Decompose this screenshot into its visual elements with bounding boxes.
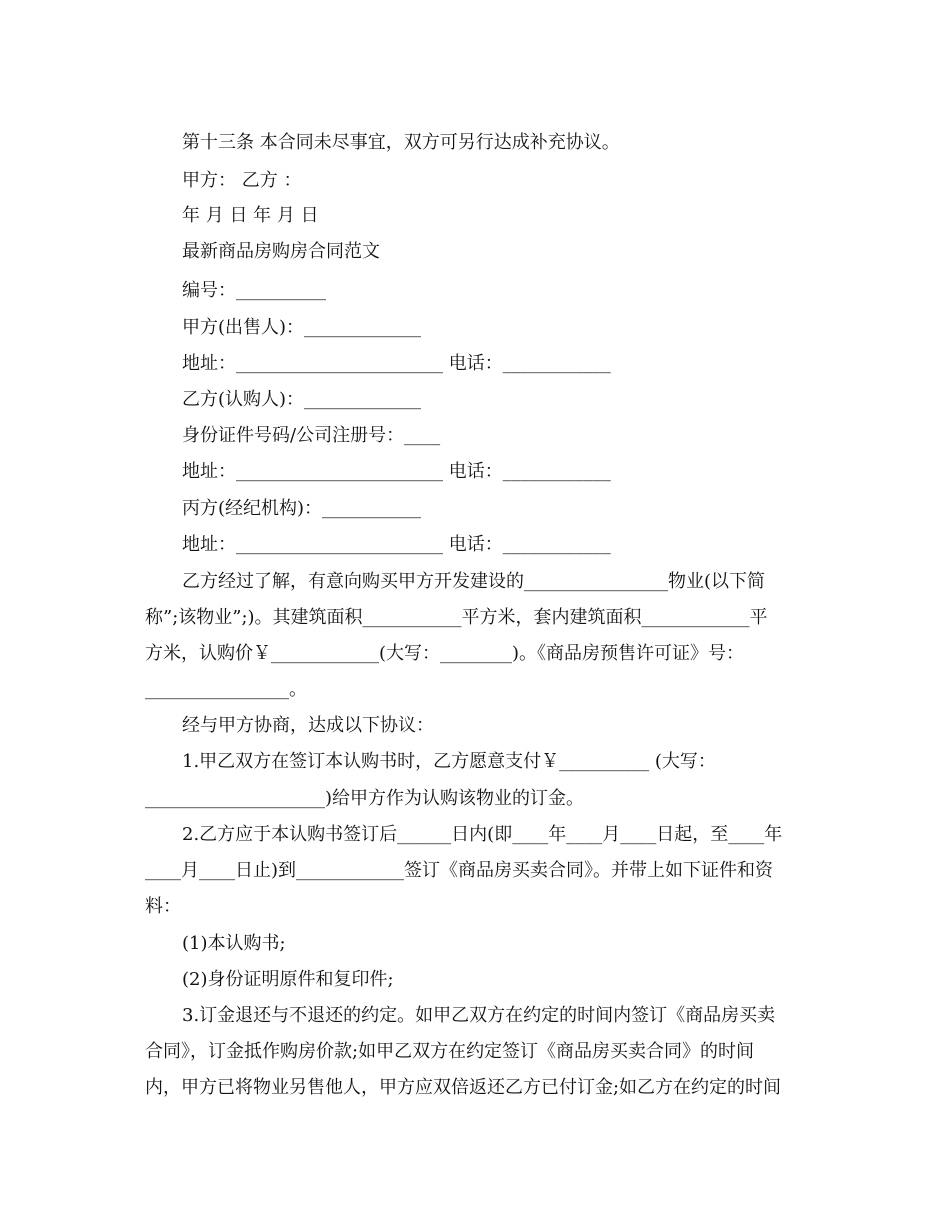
- seller-field: 甲方(出售人)：_____________: [182, 317, 422, 338]
- clause-3-line-1: 3.订金退还与不退还的约定。如甲乙双方在约定的时间内签订《商品房买卖: [182, 1005, 776, 1026]
- property-intro-line-4: ________________。: [145, 679, 307, 700]
- property-intro-line-3: 方米，认购价￥____________(大写：________)。《商品房预售许可证》号：: [145, 643, 745, 664]
- buyer-field: 乙方(认购人)：_____________: [182, 389, 422, 410]
- contract-number-field: 编号：__________: [182, 280, 326, 301]
- buyer-address-phone-field: 地址：_______________________ 电话：____________: [182, 461, 611, 482]
- document-title: 最新商品房购房合同范文: [182, 241, 380, 262]
- clause-2-item-2: (2)身份证明原件和复印件;: [182, 969, 394, 990]
- clause-2-line-2: ____月____日止)到____________签订《商品房买卖合同》。并带上如下证件和资: [145, 860, 774, 881]
- clause-1-line-2: ____________________)给甲方作为认购该物业的订金。: [145, 788, 585, 809]
- agency-field: 丙方(经纪机构)：___________: [182, 498, 422, 519]
- clause-3-line-3: 内，甲方已将物业另售他人，甲方应双倍返还乙方已付订金;如乙方在约定的时间: [145, 1077, 782, 1098]
- party-signature-line: 甲方： 乙方 ：: [182, 170, 302, 191]
- clause-2-line-1: 2.乙方应于本认购书签订后______日内(即____年____月____日起，至____年: [182, 824, 783, 845]
- property-intro-line-1: 乙方经过了解，有意向购买甲方开发建设的________________物业(以下简: [182, 571, 766, 592]
- date-line: 年 月 日 年 月 日: [182, 205, 319, 226]
- clause-13-text: 第十三条 本合同未尽事宜，双方可另行达成补充协议。: [182, 132, 620, 153]
- clause-1-line-1: 1.甲乙双方在签订本认购书时，乙方愿意支付￥__________ (大写：: [182, 751, 716, 772]
- agreement-intro: 经与甲方协商，达成以下协议：: [182, 715, 434, 736]
- seller-address-phone-field: 地址：_______________________ 电话：____________: [182, 353, 611, 374]
- clause-3-line-2: 合同》，订金抵作购房价款;如甲乙双方在约定签订《商品房买卖合同》的时间: [145, 1041, 755, 1062]
- clause-2-line-3: 料：: [145, 896, 181, 917]
- property-intro-line-2: 称”;该物业”;)。其建筑面积___________平方米，套内建筑面积____________平: [145, 607, 768, 628]
- agency-address-phone-field: 地址：_______________________ 电话：____________: [182, 534, 611, 555]
- clause-2-item-1: (1)本认购书;: [182, 933, 286, 954]
- buyer-id-number-field: 身份证件号码/公司注册号：____: [182, 425, 441, 446]
